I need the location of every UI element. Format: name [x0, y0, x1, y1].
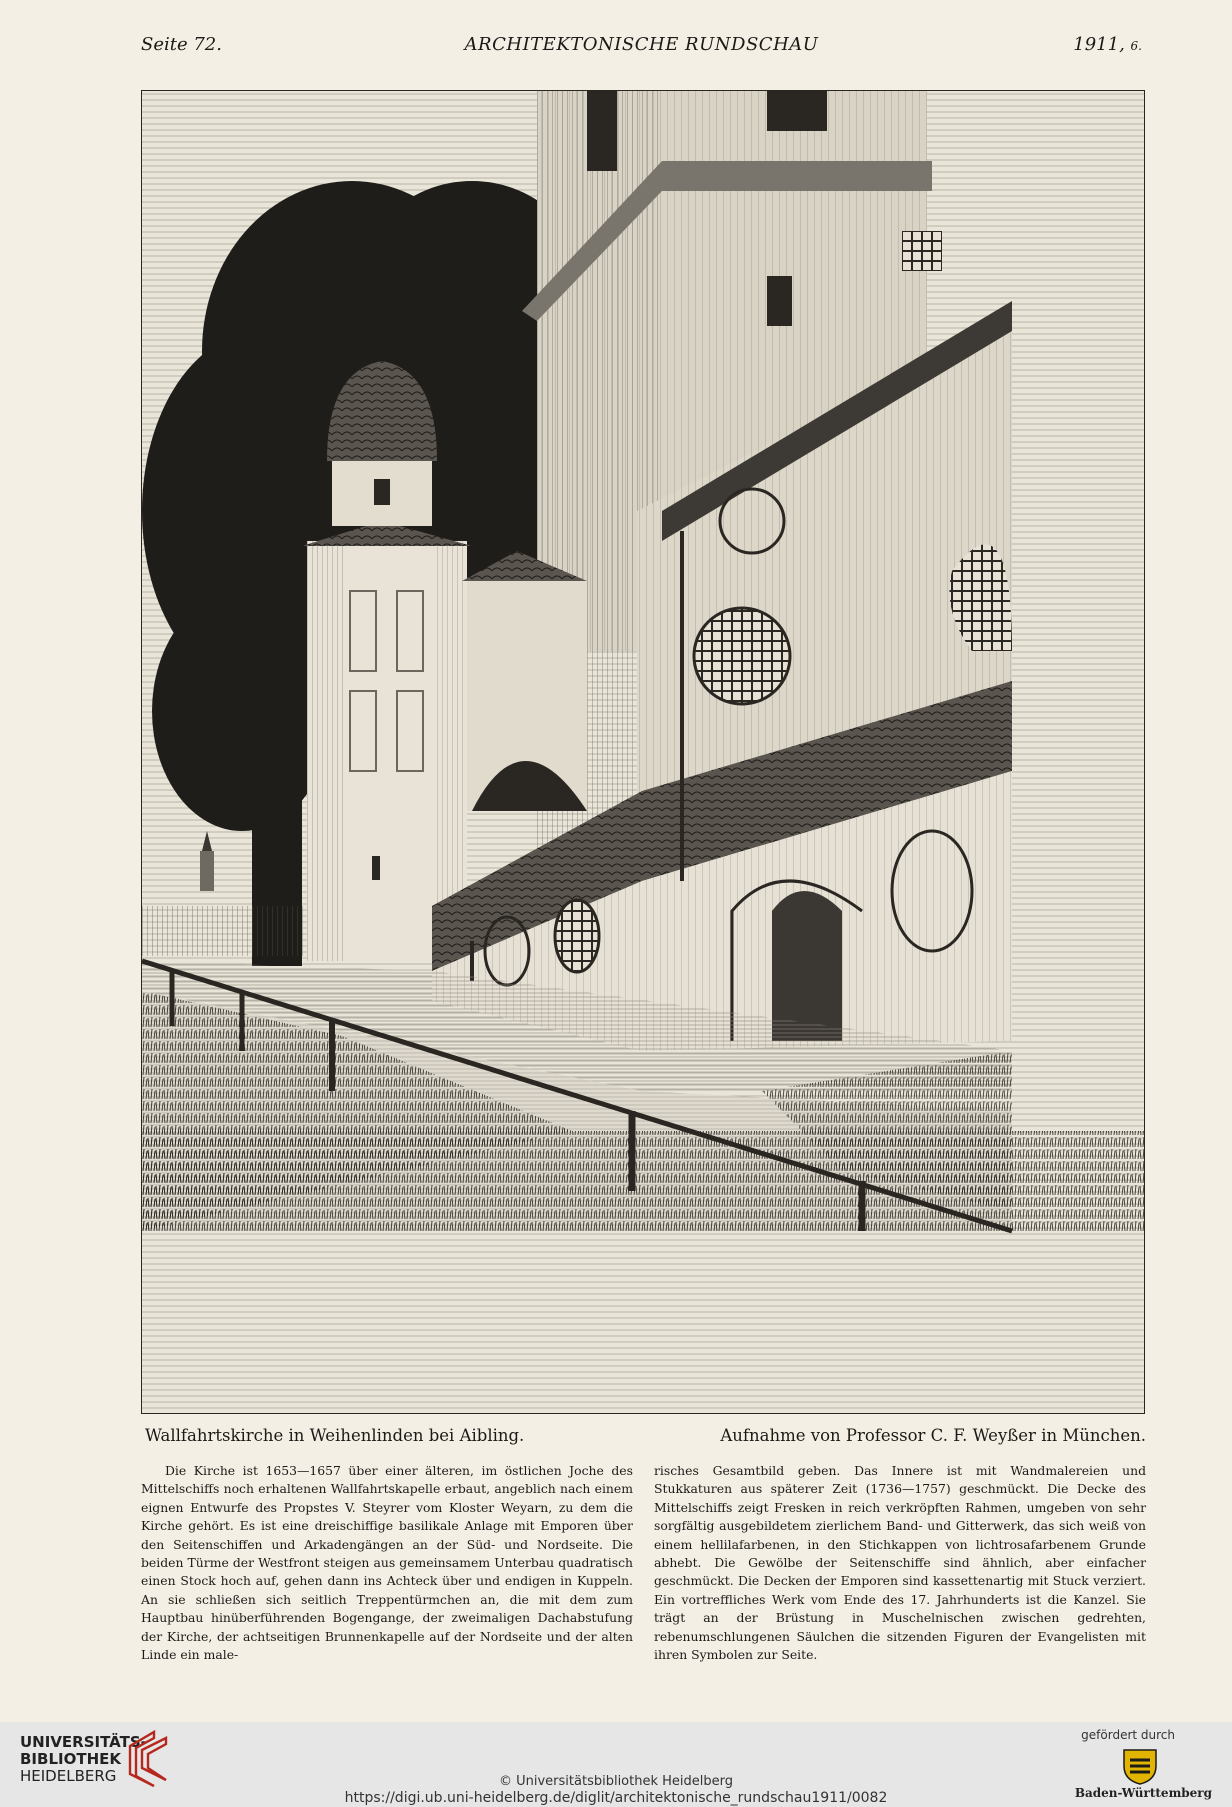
issue-year: 1911, — [1073, 34, 1125, 55]
permalink[interactable]: https://digi.ub.uni-heidelberg.de/diglit/architektonische_rundschau1911/0082 — [344, 1790, 888, 1806]
library-line-2: BIBLIOTHEK — [20, 1750, 121, 1768]
page-number: Seite 72. — [141, 34, 222, 55]
running-header — [141, 34, 1142, 62]
coat-of-arms-icon — [1118, 1746, 1162, 1790]
caption-credit: Aufnahme von Professor C. F. Weyßer in München. — [720, 1426, 1146, 1445]
library-line-3: HEIDELBERG — [20, 1767, 117, 1785]
church-illustration — [141, 90, 1145, 1414]
footer-band — [0, 1722, 1232, 1807]
text-column-left: Die Kirche ist 1653—1657 über einer älteren, im östlichen Joche des Mittelschiffs noch erhaltenen Wallfahrtskapelle erbaut, angeblich nach einem eignen Entwurfe des Propstes V. Steyrer vom Kloster Weyarn, zu dem die Kirche gehört. Es ist eine dreischiffige basilikale Anlage mit Emporen über den Seitenschiffen und Arkadengängen an der Süd- und Nordseite. Die beiden Türme der Westfront steigen aus gemeinsamem Unterbau quadratisch einen Stock hoch auf, gehen dann ins Achteck über und endigen in Kuppeln. An sie schließen sich seitlich Treppentürmchen an, die mit dem zum Hauptbau hinüberführenden Bogengange, der zweimaligen Dachabstufung der Kirche, der achtseitigen Brunnenkapelle auf der Nordseite und der alten Linde ein male- — [141, 1463, 633, 1663]
funding-label: gefördert durch — [1081, 1728, 1175, 1742]
figure-caption — [145, 1426, 1146, 1452]
library-line-1: UNIVERSITÄTS- — [20, 1733, 147, 1751]
caption-title: Wallfahrtskirche in Weihenlinden bei Aibling. — [145, 1426, 525, 1445]
journal-title: ARCHITEKTONISCHE RUNDSCHAU — [464, 34, 819, 55]
copyright-notice: © Universitätsbibliothek Heidelberg — [498, 1774, 733, 1789]
issue-label — [1073, 34, 1142, 55]
issue-number: 6. — [1130, 39, 1142, 53]
funder-name: Baden-Württemberg — [1074, 1786, 1212, 1800]
text-column-right: risches Gesamtbild geben. Das Innere ist mit Wandmalereien und Stukkaturen aus späterer Zeit (1736—1757) geschmückt. Die Decke des Mittelschiffs zeigt Fresken in reich verkröpften Rahmen, umgeben von sehr sorgfältig ausgebildetem zierlichem Band- und Gitterwerk, das sich weiß von einem hellilafarbenen, in den Stichkappen von lichtrosafarbenem Grunde abhebt. Die Gewölbe der Seitenschiffe sind ähnlich, aber einfacher geschmückt. Die Decken der Emporen sind kassettenartig mit Stuck verziert. Ein vortreffliches Werk vom Ende des 17. Jahrhunderts ist die Kanzel. Sie trägt an der Brüstung in Muschelnischen zwischen gedrehten, rebenumschlungenen Säulchen die sitzenden Figuren der Evangelisten mit ihren Symbolen zur Seite. — [654, 1463, 1146, 1663]
article-body — [141, 1462, 1151, 1663]
